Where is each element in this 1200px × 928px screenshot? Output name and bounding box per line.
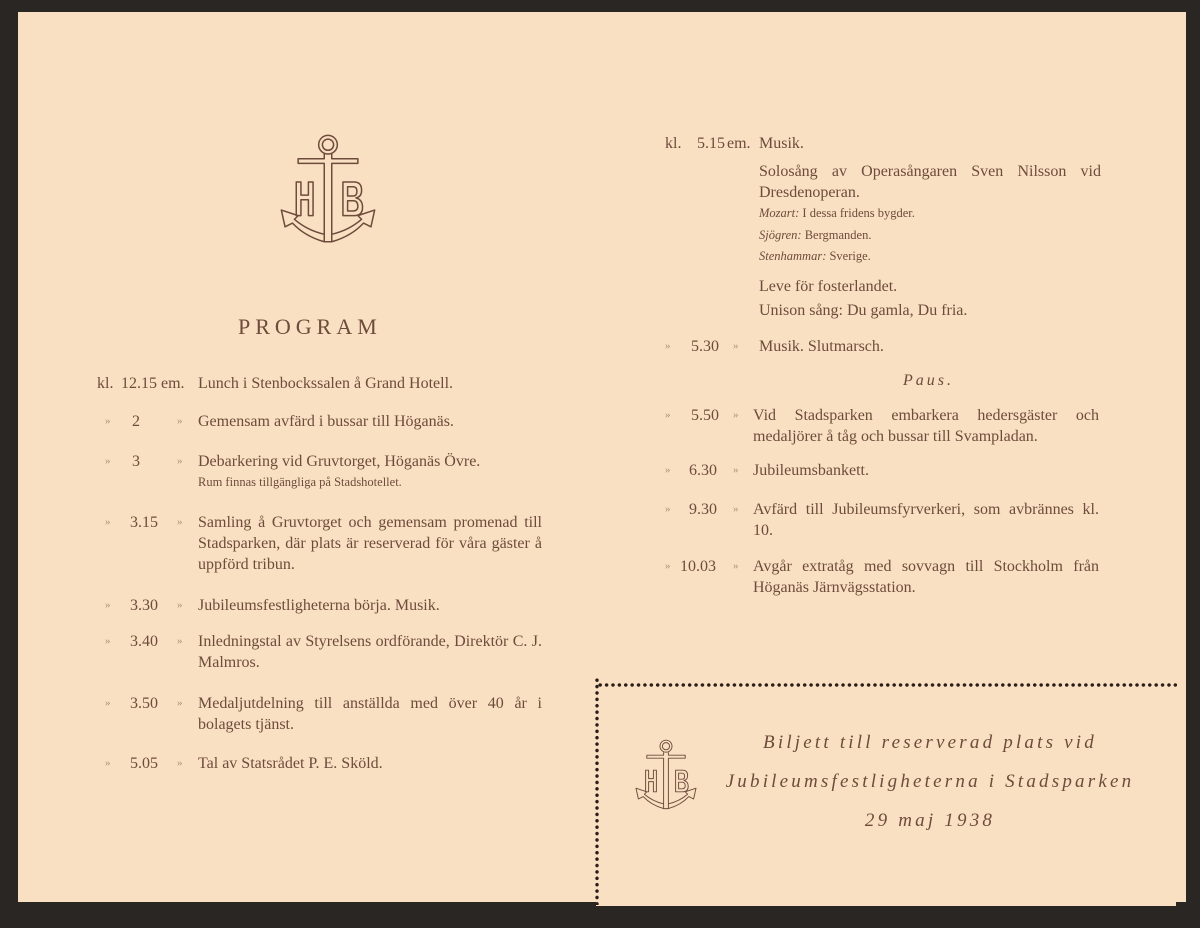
song: Mozart: I dessa fridens bygder. bbox=[759, 206, 915, 220]
pause-label: Paus. bbox=[903, 372, 954, 389]
anchor-icon bbox=[630, 728, 702, 822]
page-title: PROGRAM bbox=[238, 314, 382, 339]
perforation-horizontal bbox=[597, 683, 1177, 687]
ticket-date: 29 maj 1938 bbox=[864, 810, 996, 831]
song: Sjögren: Bergmanden. bbox=[759, 228, 872, 242]
perforation-vertical bbox=[595, 677, 599, 905]
ticket-line-2: Jubileumsfestligheterna i Stadsparken bbox=[725, 771, 1135, 792]
song: Stenhammar: Sverige. bbox=[759, 249, 871, 263]
ticket-line-1: Biljett till reserverad plats vid bbox=[763, 732, 1097, 753]
anchor-icon bbox=[272, 122, 384, 257]
